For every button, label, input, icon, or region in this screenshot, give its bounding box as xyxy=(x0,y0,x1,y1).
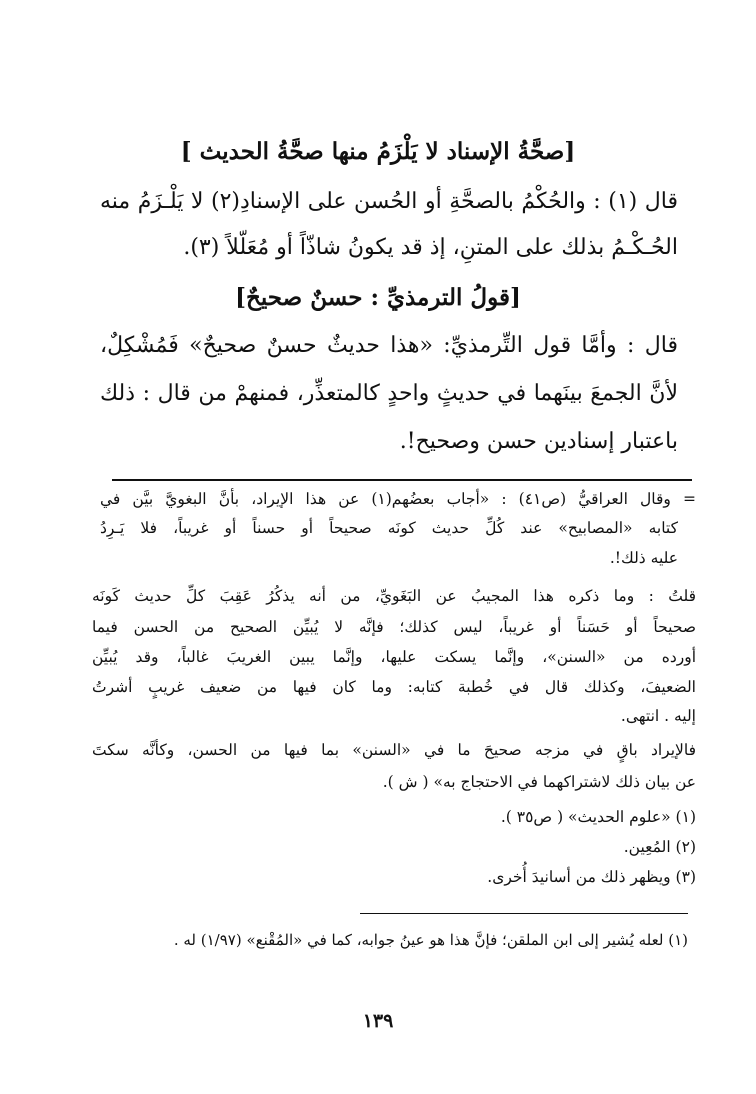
footnote-line: (٢) المُعِين. xyxy=(623,838,696,856)
footnote-line: = وقال العراقيُّ (ص٤١) : «أجاب بعضُهم(١) عن هذا الإيراد، بأنَّ البغويَّ بيَّن في xyxy=(100,490,696,508)
section-heading-2: [قولُ الترمذيِّ : حسنٌ صحيحٌ] xyxy=(235,284,521,311)
footnote-line: عن بيان ذلك لاشتراكهما في الاحتجاج به» ( ش ). xyxy=(382,773,696,791)
page-number: ١٣٩ xyxy=(362,1010,394,1032)
footnote-line: صحيحاً أو حَسَناً أو غريباً، ليس كذلك؛ فإنَّه لا يُبيِّن الصحيح من الحسن فيما xyxy=(92,618,696,636)
sub-footnote-separator xyxy=(360,913,688,914)
footnote-line: عليه ذلك!. xyxy=(609,549,678,567)
footnote-line: فالإيراد باقٍ في مزجه صحيحَ ما في «السنن» بما فيها من الحسن، وكأنَّه سكتَ xyxy=(92,741,696,759)
section-heading-1: [صحَّةُ الإسناد لا يَلْزَمُ منها صحَّةُ الحديث ] xyxy=(180,138,576,165)
footnote-line: قلتُ : وما ذكره هذا المجيبُ عن البَغَويِّ، من أنه يذكُرُ عَقِبَ كلِّ حديث كَونَه xyxy=(92,587,696,605)
main-text-line-4: لأنَّ الجمعَ بينَهما في حديثٍ واحدٍ كالمتعذِّر، فمنهمْ من قال : ذلك xyxy=(100,381,678,406)
main-text-line-1: قال (١) : والحُكْمُ بالصحَّةِ أو الحُسن على الإسنادِ(٢) لا يَلْـزَمُ منه xyxy=(100,189,678,214)
footnote-line: الضعيفَ، وكذلك قال في خُطبة كتابه: وما كان فيها من ضعيف غريبٍ أشرتُ xyxy=(92,678,696,696)
main-text-line-3: قال : وأمَّا قول التِّرمذيِّ: «هذا حديثٌ حسنٌ صحيحٌ» فَمُشْكِلٌ، xyxy=(100,333,678,358)
main-text-line-2: الحُـكْـمُ بذلك على المتنِ، إذ قد يكونُ شاذّاً أو مُعَلّلاً (٣). xyxy=(183,235,678,260)
footnote-line: أورده من «السنن»، وإنَّما يسكت عليها، وإنَّما يبين الغريبَ غالباً، وقد يُبيِّن xyxy=(92,648,696,666)
footnote-line: إليه . انتهى. xyxy=(620,707,696,725)
footnote-line: (٣) ويظهر ذلك من أسانيدَ أُخرى. xyxy=(487,868,696,886)
footnote-line: (١) «علوم الحديث» ( ص٣٥ ). xyxy=(500,808,696,826)
footnote-separator xyxy=(112,479,692,481)
main-text-line-5: باعتبار إسنادين حسن وصحيح!. xyxy=(399,429,678,454)
sub-footnote-line: (١) لعله يُشير إلى ابن الملقن؛ فإنَّ هذا هو عينُ جوابه، كما في «المُقْنع» (١/٩٧) له . xyxy=(173,931,688,949)
footnote-line: كتابه «المصابيح» عند كُلِّ حديث كونَه صحيحاً أو حسناً أو غريباً، فلا يَـرِدُ xyxy=(100,519,678,537)
